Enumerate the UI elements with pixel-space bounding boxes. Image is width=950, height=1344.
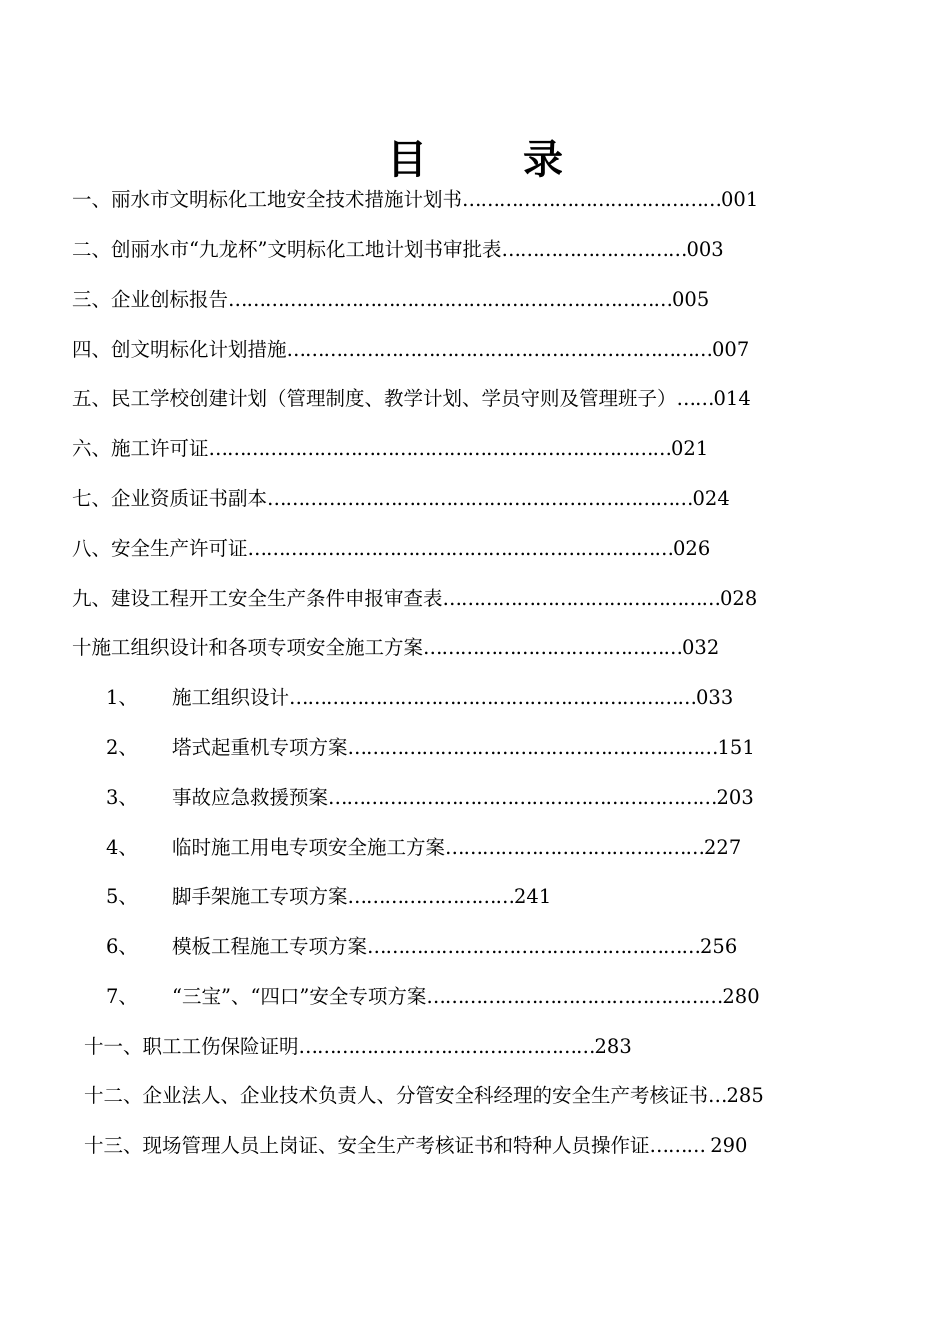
toc-leader: ……… [649, 1134, 711, 1157]
toc-entry-text: 施工组织设计 [172, 686, 290, 709]
toc-entry-text: 四、创文明标化计划措施 [72, 338, 287, 361]
toc-page-number: 033 [696, 686, 734, 709]
toc-sub-number: 5、 [106, 885, 138, 908]
toc-leader: ……………………………………………………… [328, 786, 717, 809]
toc-leader: ………………………………………………………………… [208, 437, 672, 460]
toc-entry-text: 十施工组织设计和各项专项安全施工方案 [72, 636, 424, 659]
toc-entry [72, 386, 751, 412]
toc-sub-entry [106, 785, 754, 811]
toc-entry [72, 287, 709, 313]
toc-entry [84, 1034, 632, 1060]
toc-entry-text: 塔式起重机专项方案 [172, 736, 348, 759]
toc-leader: ………………………………………… [298, 1035, 595, 1058]
toc-leader: ………………………………………………………… [289, 686, 697, 709]
toc-entry-text: 模板工程施工专项方案 [172, 935, 368, 958]
toc-sub-entry [106, 735, 755, 761]
toc-sub-entry [106, 984, 760, 1010]
toc-entry-text: 十三、现场管理人员上岗证、安全生产考核证书和特种人员操作证 [84, 1134, 650, 1157]
toc-page-number: 290 [710, 1134, 748, 1157]
toc-page-number: 005 [672, 288, 710, 311]
toc-page-number: 283 [594, 1035, 632, 1058]
toc-leader: …………………………………… [445, 836, 705, 859]
toc-sub-number: 2、 [106, 736, 138, 759]
toc-entry [72, 337, 749, 363]
toc-entry [84, 1133, 747, 1159]
toc-entry-text: 事故应急救援预案 [172, 786, 329, 809]
toc-page-number: 285 [726, 1084, 764, 1107]
toc-sub-entry [106, 934, 737, 960]
toc-entry-text: 十一、职工工伤保险证明 [84, 1035, 299, 1058]
toc-entry [72, 635, 719, 661]
toc-entry-text: 二、创丽水市“九龙杯”文明标化工地计划书审批表 [72, 238, 502, 261]
toc-sub-number: 7、 [106, 985, 138, 1008]
toc-page-number: 151 [717, 736, 755, 759]
toc-page-number: 203 [716, 786, 754, 809]
toc-sub-entry [106, 685, 733, 711]
toc-leader: …………………………………………………………… [286, 338, 713, 361]
toc-leader: ……………………………………………………………… [228, 288, 673, 311]
toc-page-number: 024 [692, 487, 730, 510]
toc-leader: … [708, 1084, 727, 1107]
toc-entry-text: 临时施工用电专项安全施工方案 [172, 836, 446, 859]
toc-entry-text: 八、安全生产许可证 [72, 537, 248, 560]
toc-entry [72, 486, 730, 512]
toc-entry-text: 十二、企业法人、企业技术负责人、分管安全科经理的安全生产考核证书 [84, 1084, 709, 1107]
toc-entry-text: 一、丽水市文明标化工地安全技术措施计划书 [72, 188, 463, 211]
toc-page-number: 026 [673, 537, 711, 560]
toc-page-number: 021 [671, 437, 709, 460]
toc-page-number: 227 [704, 836, 742, 859]
toc-leader: …………………………………………………… [347, 736, 718, 759]
toc-leader: …… [676, 387, 714, 410]
toc-sub-entry [106, 884, 551, 910]
toc-sub-entry [106, 835, 741, 861]
toc-leader: ………………………………………… [426, 985, 723, 1008]
toc-page-number: 256 [700, 935, 738, 958]
toc-entry-text: 七、企业资质证书副本 [72, 487, 268, 510]
toc-entry-text: 六、施工许可证 [72, 437, 209, 460]
toc-leader: ……………………… [347, 885, 515, 908]
toc-page-number: 241 [514, 885, 552, 908]
toc-leader: ………………………… [501, 238, 687, 261]
toc-leader: …………………………………… [423, 636, 683, 659]
toc-entry-text: 五、民工学校创建计划（管理制度、教学计划、学员守则及管理班子） [72, 387, 677, 410]
toc-page-number: 028 [720, 587, 758, 610]
toc-entry [72, 187, 758, 213]
toc-leader: ……………………………………………… [367, 935, 701, 958]
toc-entry-text: “三宝”、“四口”安全专项方案 [172, 985, 427, 1008]
toc-page-number: 001 [721, 188, 759, 211]
title-char-2: 录 [523, 137, 563, 183]
toc-leader: …………………………………………………………… [247, 537, 674, 560]
toc-page-number: 032 [682, 636, 720, 659]
toc-page-number: 280 [722, 985, 760, 1008]
toc-sub-number: 1、 [106, 686, 138, 709]
toc-entry [84, 1083, 764, 1109]
toc-sub-number: 6、 [106, 935, 138, 958]
toc-entry-text: 九、建设工程开工安全生产条件申报审查表 [72, 587, 443, 610]
toc-sub-number: 3、 [106, 786, 138, 809]
toc-entry-text: 脚手架施工专项方案 [172, 885, 348, 908]
toc-page-number: 014 [713, 387, 751, 410]
toc-page-number: 007 [712, 338, 750, 361]
toc-entry-text: 三、企业创标报告 [72, 288, 229, 311]
toc-leader: …………………………………… [462, 188, 722, 211]
toc-page-number: 003 [686, 238, 724, 261]
toc-entry [72, 237, 724, 263]
title-char-1: 目 [387, 137, 427, 183]
toc-leader: …………………………………………………………… [267, 487, 693, 510]
toc-entry [72, 536, 710, 562]
toc-entry [72, 586, 757, 612]
toc-entry [72, 436, 708, 462]
toc-sub-number: 4、 [106, 836, 138, 859]
page-title [0, 128, 950, 185]
toc-leader: ……………………………………… [442, 587, 721, 610]
